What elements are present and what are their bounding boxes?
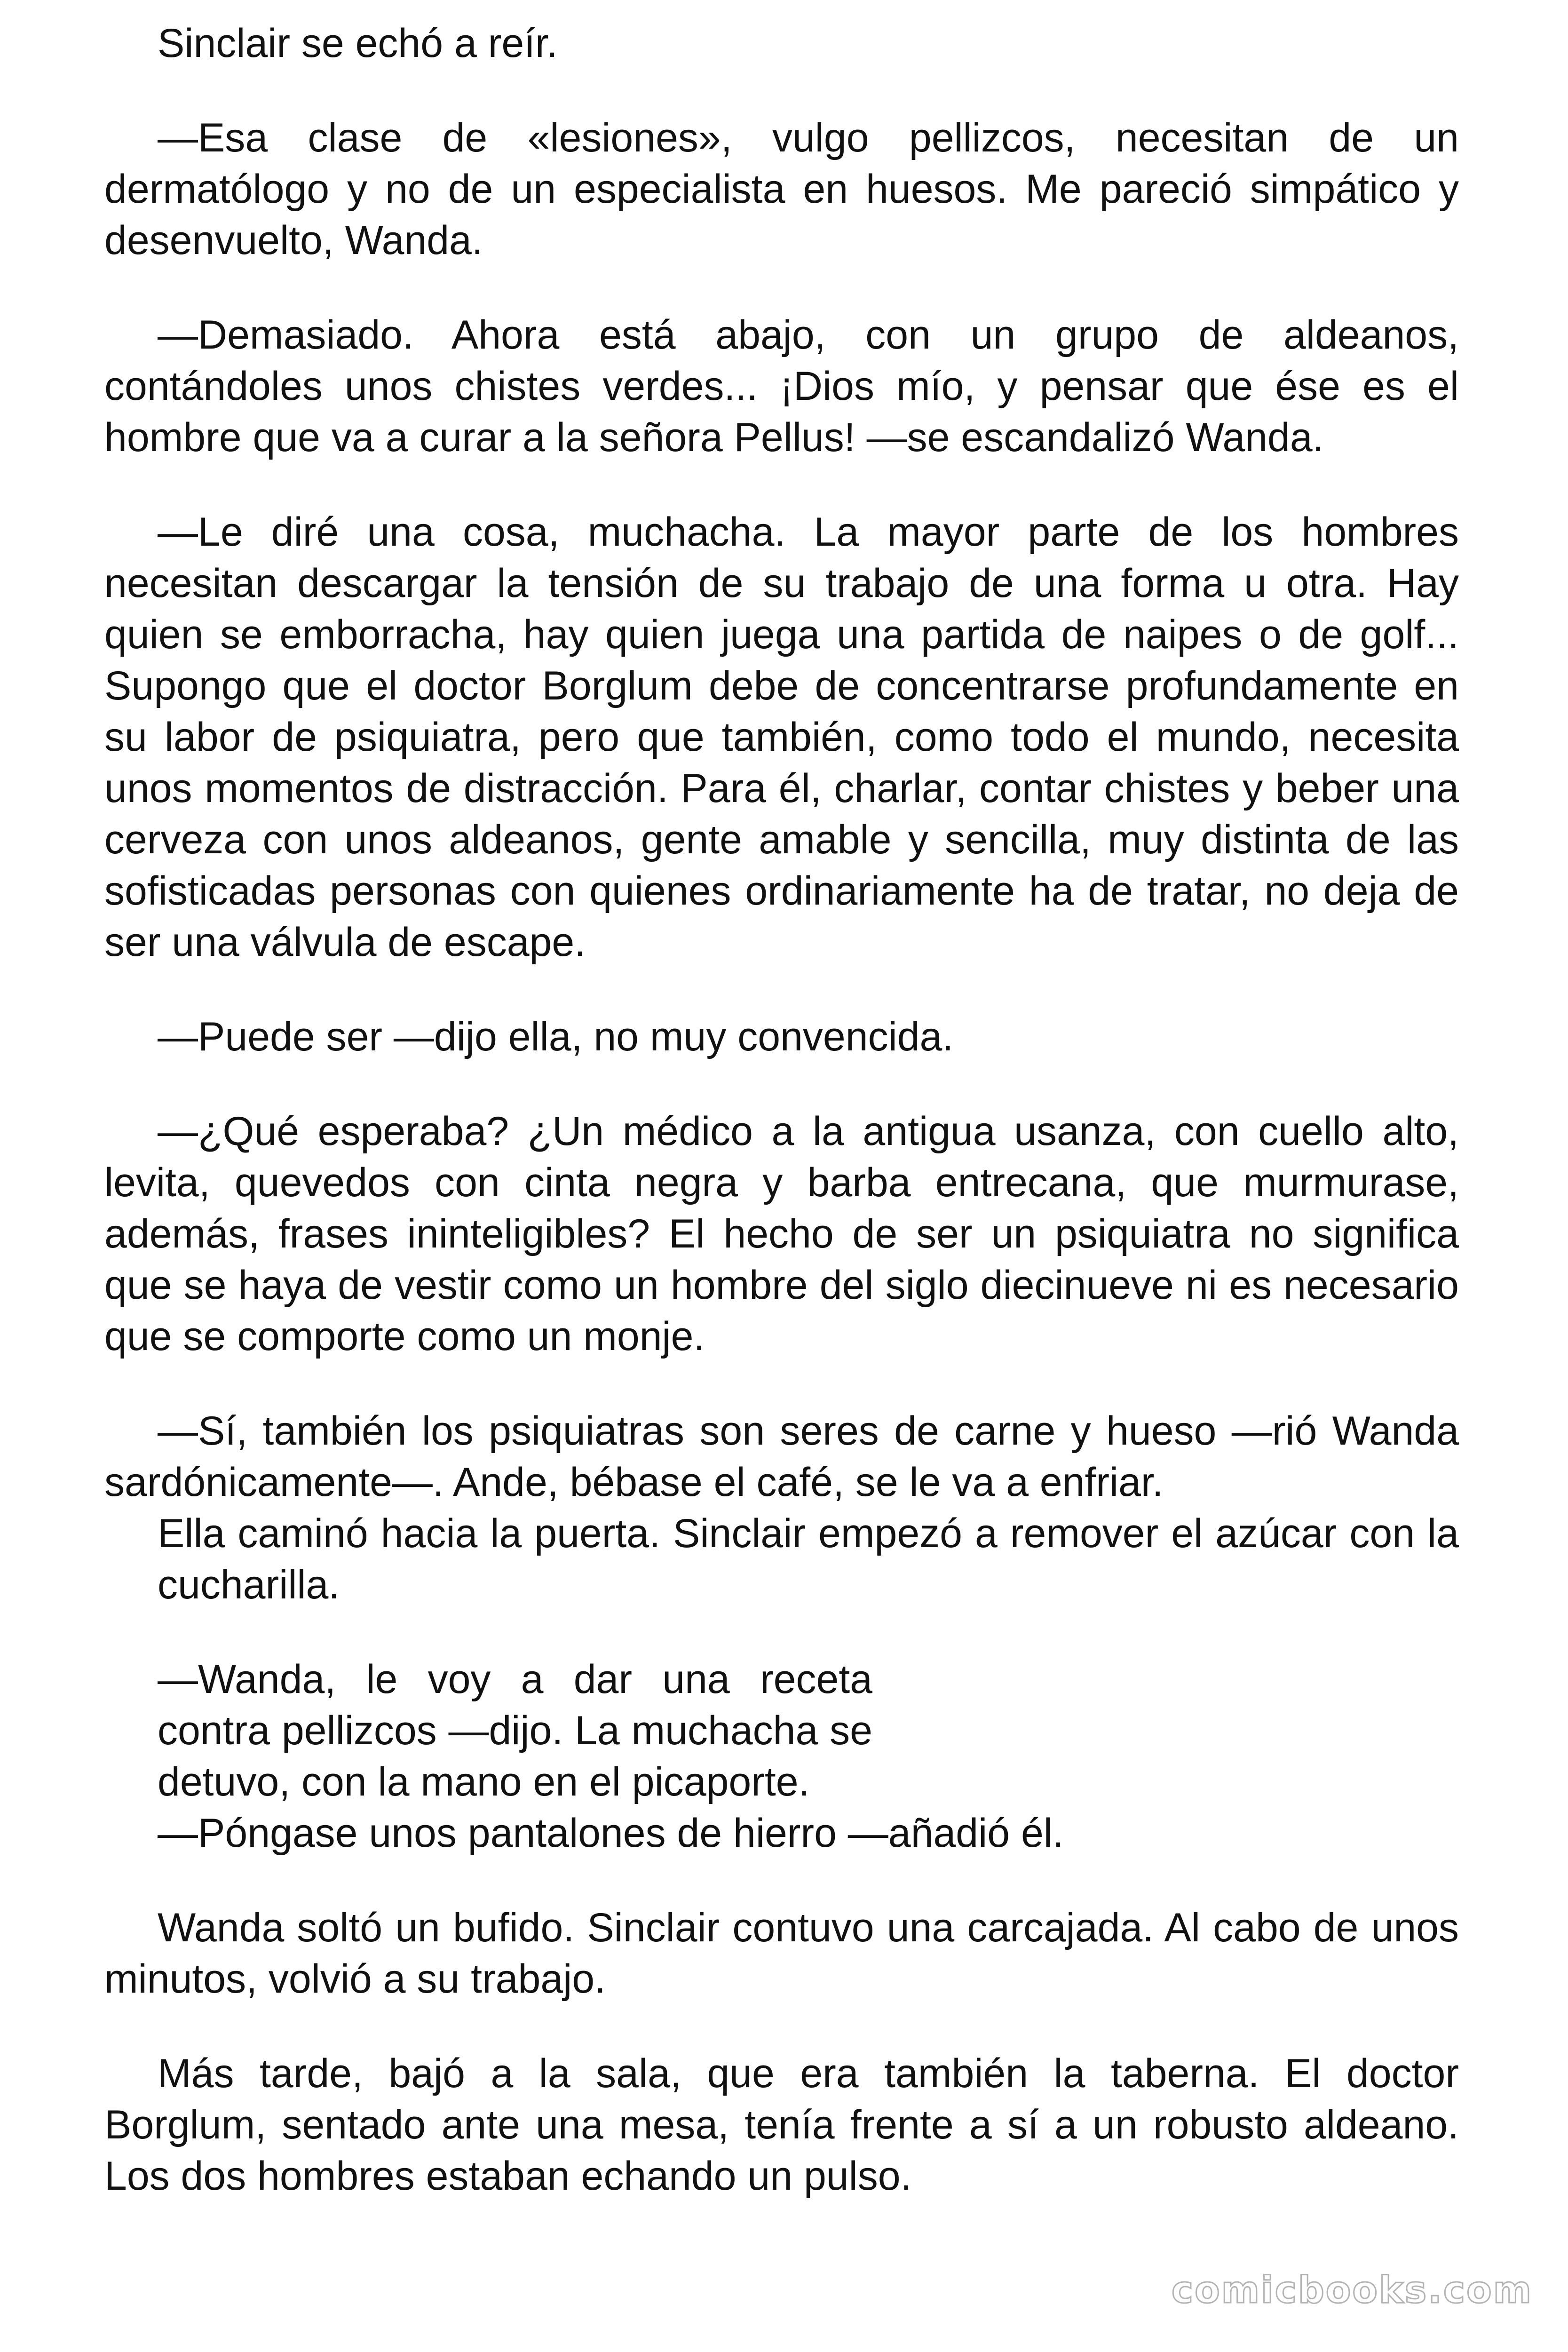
paragraph: Sinclair se echó a reír. <box>158 21 558 66</box>
paragraph: —Demasiado. Ahora está abajo, con un grupo de aldeanos, contándoles unos chistes verdes... ¡Dios mío, y pensar que ése es el hombre que va a curar a la señora Pellus! —se escandalizó Wanda. <box>104 312 1459 460</box>
paragraph: Wanda soltó un bufido. Sinclair contuvo una carcajada. Al cabo de unos minutos, volvió a su trabajo. <box>104 1905 1459 2002</box>
paragraph: —Póngase unos pantalones de hierro —añadió él. <box>158 1811 1064 1856</box>
body-text <box>104 18 1459 2245</box>
paragraph: Más tarde, bajó a la sala, que era también la taberna. El doctor Borglum, sentado ante una mesa, tenía frente a sí a un robusto aldeano. Los dos hombres estaban echando un pulso. <box>104 2051 1459 2199</box>
paragraph: —Wanda, le voy a dar una receta contra pellizcos —dijo. La muchacha se detuvo, con la mano en el picaporte. <box>158 1657 872 1804</box>
watermark: comicbooks.com <box>1171 2269 1533 2312</box>
paragraph: Ella caminó hacia la puerta. Sinclair empezó a remover el azúcar con la cucharilla. <box>158 1511 1459 1607</box>
paragraph: —Puede ser —dijo ella, no muy convencida. <box>158 1014 954 1059</box>
paragraph: —Esa clase de «lesiones», vulgo pellizcos, necesitan de un dermatólogo y no de un especialista en huesos. Me pareció simpático y desenvuelto, Wanda. <box>104 115 1459 263</box>
paragraph: —Sí, también los psiquiatras son seres de carne y hueso —rió Wanda sardónicamente—. Ande, bébase el café, se le va a enfriar. <box>104 1408 1459 1505</box>
paragraph: —Le diré una cosa, muchacha. La mayor parte de los hombres necesitan descargar la tensión de su trabajo de una forma u otra. Hay quien se emborracha, hay quien juega una partida de naipes o de golf... Supongo que el doctor Borglum debe de concentrarse profundamente en su labor de psiquiatra, pero que también, como todo el mundo, necesita unos momentos de distracción. Para él, charlar, contar chistes y beber una cerveza con unos aldeanos, gente amable y sencilla, muy distinta de las sofisticadas personas con quienes ordinariamente ha de tratar, no deja de ser una válvula de escape. <box>104 509 1459 965</box>
paragraph: —¿Qué esperaba? ¿Un médico a la antigua usanza, con cuello alto, levita, quevedos con cinta negra y barba entrecana, que murmurase, además, frases ininteligibles? El hecho de ser un psiquiatra no significa que se haya de vestir como un hombre del siglo diecinueve ni es necesario que se comporte como un monje. <box>104 1109 1459 1359</box>
